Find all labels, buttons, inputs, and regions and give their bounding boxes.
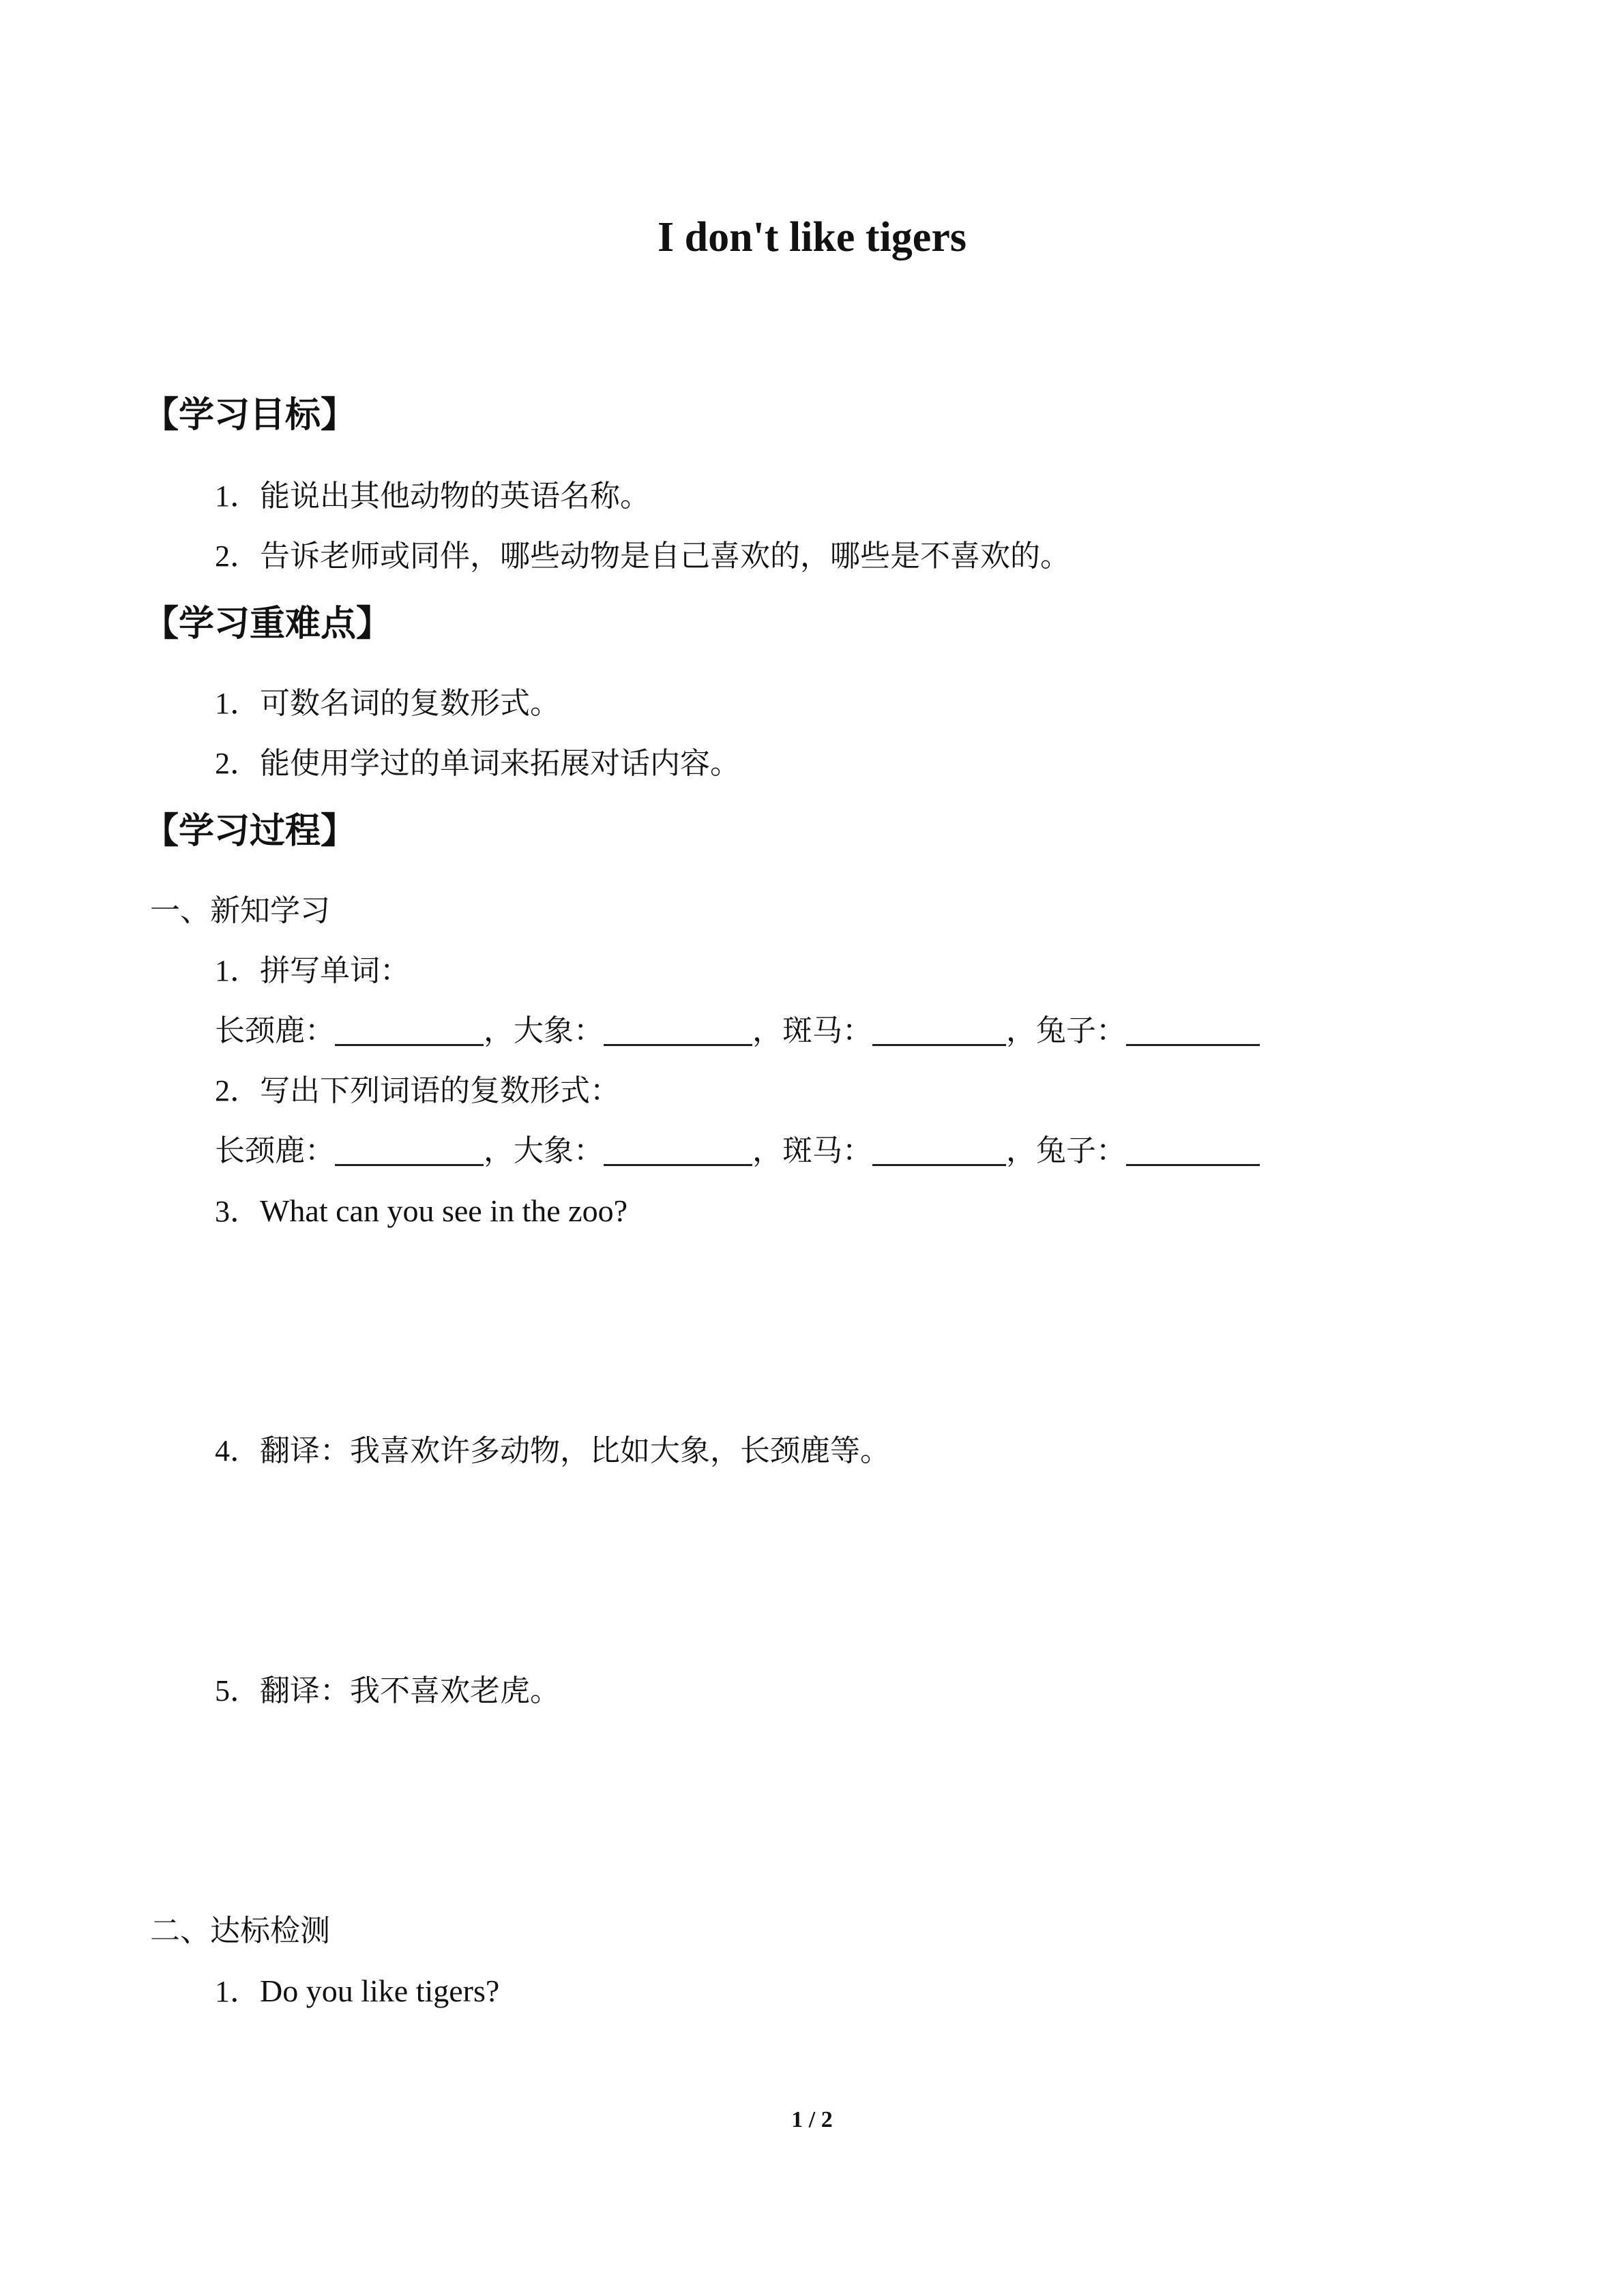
answer-blank-rabbit[interactable] xyxy=(1126,1011,1260,1046)
question-text: 翻译：我喜欢许多动物，比如大象，长颈鹿等。 xyxy=(260,1433,890,1468)
question-text: 翻译：我不喜欢老虎。 xyxy=(260,1673,560,1708)
section-heading-key-points: 【学习重难点】 xyxy=(143,603,392,644)
blank-label-elephant: ，大象： xyxy=(484,1133,604,1168)
item-number: 1． xyxy=(215,479,260,513)
question-text: 写出下列词语的复数形式： xyxy=(260,1073,620,1108)
question-number: 4． xyxy=(215,1434,260,1467)
item-text: 告诉老师或同伴，哪些动物是自己喜欢的，哪些是不喜欢的。 xyxy=(260,539,1070,573)
item-text: 能使用学过的单词来拓展对话内容。 xyxy=(260,746,740,781)
question-number: 1． xyxy=(215,954,260,987)
section-heading-goals: 【学习目标】 xyxy=(143,395,357,436)
part1-question-3 xyxy=(215,1189,628,1233)
part2-title: 二、达标检测 xyxy=(150,1913,330,1948)
answer-blank-elephant[interactable] xyxy=(604,1011,752,1046)
item-number: 2． xyxy=(215,539,260,573)
key-point-item-1 xyxy=(215,682,560,726)
blank-label-elephant: ，大象： xyxy=(484,1013,604,1048)
item-text: 可数名词的复数形式。 xyxy=(260,686,560,721)
part1-question-1 xyxy=(215,949,410,993)
key-point-item-2 xyxy=(215,742,740,786)
question-text: What can you see in the zoo? xyxy=(260,1193,628,1228)
blank-label-giraffe: 长颈鹿： xyxy=(215,1133,335,1168)
answer-blank-giraffes[interactable] xyxy=(335,1131,484,1166)
blank-label-rabbit: ，兔子： xyxy=(1006,1013,1126,1048)
item-number: 1． xyxy=(215,687,260,720)
question-text: Do you like tigers? xyxy=(260,1973,500,2008)
blank-label-zebra: ，斑马： xyxy=(752,1133,872,1168)
part2-question-1 xyxy=(215,1969,499,2013)
part1-question-5 xyxy=(215,1669,560,1713)
section-heading-process: 【学习过程】 xyxy=(143,811,357,852)
answer-blank-rabbits[interactable] xyxy=(1126,1131,1260,1166)
answer-blank-elephants[interactable] xyxy=(604,1131,752,1166)
goal-item-1 xyxy=(215,475,650,518)
answer-blank-giraffe[interactable] xyxy=(335,1011,484,1046)
question-number: 2． xyxy=(215,1074,260,1107)
part1-title: 一、新知学习 xyxy=(150,893,330,928)
page-title: I don't like tigers xyxy=(658,214,966,260)
blank-row-spelling xyxy=(215,1009,1260,1053)
blank-row-plural xyxy=(215,1129,1260,1173)
goal-item-2 xyxy=(215,535,1070,578)
blank-label-giraffe: 长颈鹿： xyxy=(215,1013,335,1048)
answer-blank-zebra[interactable] xyxy=(872,1011,1006,1046)
question-number: 1． xyxy=(215,1975,260,2008)
part1-question-4 xyxy=(215,1429,890,1473)
blank-label-zebra: ，斑马： xyxy=(752,1013,872,1048)
question-text: 拼写单词： xyxy=(260,953,410,988)
part1-question-2 xyxy=(215,1069,620,1113)
question-number: 3． xyxy=(215,1195,260,1228)
answer-blank-zebras[interactable] xyxy=(872,1131,1006,1166)
blank-label-rabbit: ，兔子： xyxy=(1006,1133,1126,1168)
item-text: 能说出其他动物的英语名称。 xyxy=(260,479,650,513)
question-number: 5． xyxy=(215,1674,260,1708)
item-number: 2． xyxy=(215,747,260,780)
page-number: 1 / 2 xyxy=(791,2107,833,2132)
